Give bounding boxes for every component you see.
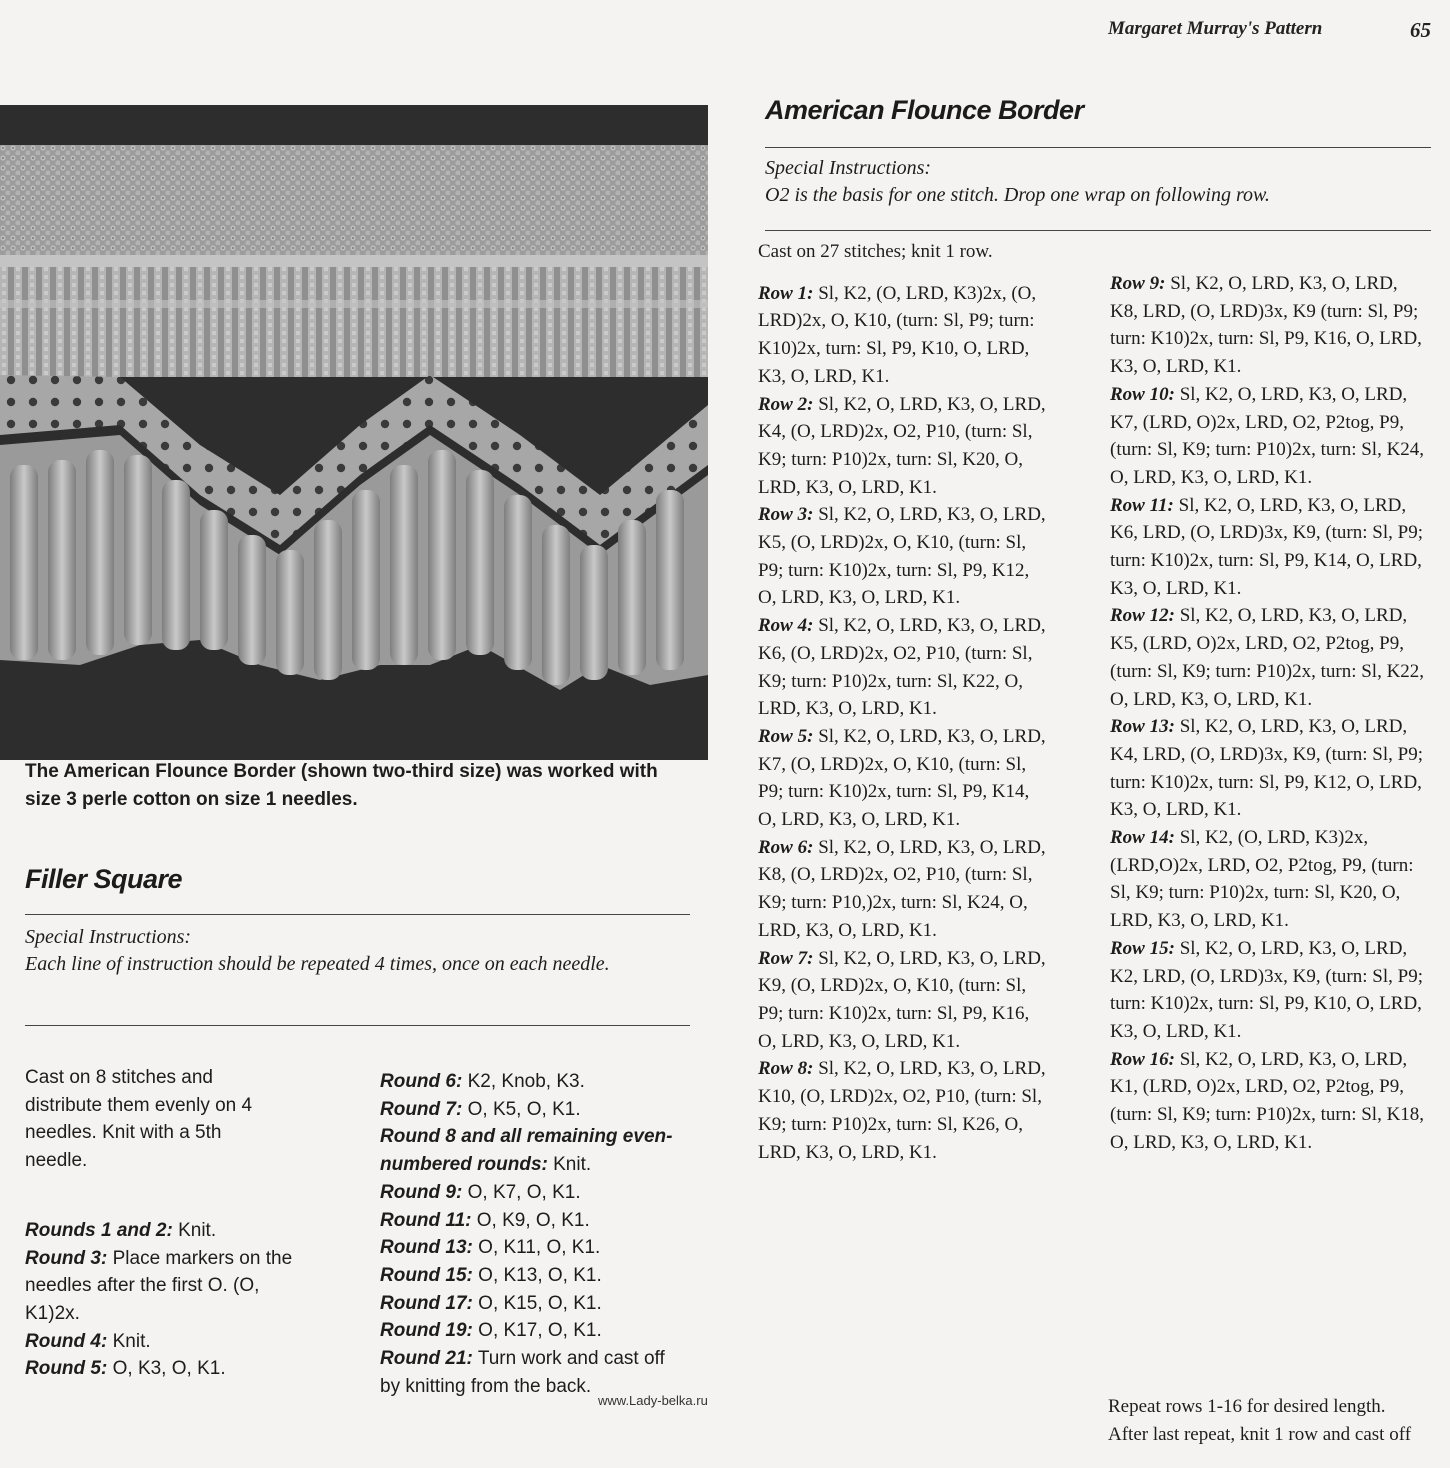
pattern-row <box>758 501 1048 612</box>
pattern-round-label: Round 6: <box>380 1071 463 1092</box>
flounce-intro: Cast on 27 stitches; knit 1 row. <box>758 241 993 262</box>
pattern-round-text: Knit. <box>547 1154 592 1176</box>
pattern-row-text: Sl, K2, O, LRD, K3, O, LRD, K4, LRD, (O, LRD)3x, K9, (turn: Sl, P9; turn: K10)2x, turn: Sl, P9, K12, O, LRD, K3, O, LRD, K1. <box>1110 716 1423 821</box>
pattern-row-label: Row 2: <box>758 393 814 415</box>
pattern-row <box>1110 713 1425 824</box>
special-instructions-text: Each line of instruction should be repeated 4 times, once on each needle. <box>25 953 610 975</box>
photo-caption: The American Flounce Border (shown two-third size) was worked with size 3 perle cotton on size 1 needles. <box>25 761 658 810</box>
pattern-row <box>1110 1046 1425 1157</box>
pattern-row <box>758 834 1048 945</box>
flounce-outro-text: Repeat rows 1-16 for desired length. After last repeat, knit 1 row and cast off <box>1108 1396 1412 1445</box>
pattern-row-label: Row 1: <box>758 282 814 304</box>
filler-rounds-column-2 <box>380 1068 690 1400</box>
pattern-round <box>380 1317 690 1345</box>
pattern-round-label: Round 4: <box>25 1330 108 1352</box>
american-flounce-title: American Flounce Border <box>765 95 1084 125</box>
pattern-round <box>25 1355 310 1383</box>
pattern-round <box>380 1207 690 1235</box>
pattern-round-text: Turn work and cast off by knitting from the back. <box>380 1348 665 1397</box>
knitted-border-photo <box>0 105 708 760</box>
pattern-round-label: Round 17: <box>380 1292 473 1314</box>
pattern-row-text: Sl, K2, (O, LRD, K3)2x, (LRD,O)2x, LRD, O2, P2tog, P9, (turn: Sl, K9; turn: P10)2x, turn: Sl, K20, O, LRD, K3, O, LRD, K1. <box>1110 827 1414 932</box>
pattern-round-label: Round 7: <box>380 1098 463 1120</box>
pattern-round-label: Round 5: <box>25 1358 108 1380</box>
divider <box>765 230 1431 231</box>
pattern-row-label: Row 15: <box>1110 937 1175 959</box>
flounce-rows-column-1 <box>758 238 1048 1166</box>
pattern-round-label: Round 11: <box>380 1209 472 1231</box>
pattern-row-text: Sl, K2, O, LRD, K3, O, LRD, K8, (O, LRD)2x, O2, P10, (turn: Sl, K9; turn: P10,)2x, turn: Sl, K24, O, LRD, K3, O, LRD, K1. <box>758 836 1046 941</box>
pattern-round <box>380 1068 690 1096</box>
pattern-row-text: Sl, K2, O, LRD, K3, O, LRD, K5, (LRD, O)2x, LRD, O2, P2tog, P9, (turn: Sl, K9; turn: P10)2x, turn: Sl, K22, O, LRD, K3, O, LRD, K1. <box>1110 605 1425 710</box>
special-instructions-label: Special Instructions: <box>765 157 932 179</box>
pattern-row-text: Sl, K2, O, LRD, K3, O, LRD, K1, (LRD, O)2x, LRD, O2, P2tog, P9, (turn: Sl, K9; turn: P10)2x, turn: Sl, K18, O, LRD, K3, O, LRD, K1. <box>1110 1048 1425 1153</box>
pattern-row-text: Sl, K2, (O, LRD, K3)2x, (O, LRD)2x, O, K10, (turn: Sl, P9; turn: K10)2x, turn: Sl, P9, K10, O, LRD, K3, O, LRD, K1. <box>758 282 1037 387</box>
pattern-row-label: Row 6: <box>758 836 814 858</box>
flounce-border-illustration <box>0 105 708 760</box>
pattern-round <box>380 1262 690 1290</box>
pattern-row-label: Row 5: <box>758 725 814 747</box>
pattern-row-text: Sl, K2, O, LRD, K3, O, LRD, K2, LRD, (O, LRD)3x, K9, (turn: Sl, P9; turn: K10)2x, turn: Sl, P9, K10, O, LRD, K3, O, LRD, K1. <box>1110 937 1423 1042</box>
divider <box>765 147 1431 148</box>
pattern-row-label: Row 13: <box>1110 716 1175 738</box>
pattern-row-text: Sl, K2, O, LRD, K3, O, LRD, K7, (LRD, O)2x, LRD, O2, P2tog, P9, (turn: Sl, K9; turn: P10)2x, turn: Sl, K24, O, LRD, K3, O, LRD, K1. <box>1110 383 1425 488</box>
pattern-row <box>1110 602 1425 713</box>
pattern-round-label: Round 21: <box>380 1348 473 1370</box>
filler-square-title: Filler Square <box>25 864 183 894</box>
pattern-round-label: Round 3: <box>25 1247 108 1269</box>
pattern-round-label: Rounds 1 and 2: <box>25 1219 173 1241</box>
pattern-row <box>1110 824 1425 935</box>
filler-rounds-column-1 <box>25 1064 310 1383</box>
pattern-round-text: O, K13, O, K1. <box>472 1264 602 1286</box>
pattern-row-text: Sl, K2, O, LRD, K3, O, LRD, K6, (O, LRD)2x, O2, P10, (turn: Sl, K9; turn: P10)2x, turn: Sl, K22, O, LRD, K3, O, LRD, K1. <box>758 615 1046 720</box>
pattern-row <box>1110 492 1425 603</box>
pattern-row-text: Sl, K2, O, LRD, K3, O, LRD, K4, (O, LRD)2x, O2, P10, (turn: Sl, K9; turn: P10)2x, turn: Sl, K20, O, LRD, K3, O, LRD, K1. <box>758 393 1046 498</box>
pattern-row <box>1110 381 1425 492</box>
filler-special-instructions <box>25 924 685 978</box>
pattern-row-text: Sl, K2, O, LRD, K3, O, LRD, K6, LRD, (O, LRD)3x, K9, (turn: Sl, P9; turn: K10)2x, turn: Sl, P9, K14, O, LRD, K3, O, LRD, K1. <box>1110 494 1423 599</box>
pattern-round-label: Round 19: <box>380 1320 473 1342</box>
pattern-row-label: Row 16: <box>1110 1048 1175 1070</box>
pattern-round <box>25 1245 310 1328</box>
pattern-row-label: Row 10: <box>1110 383 1175 405</box>
pattern-row <box>758 612 1048 723</box>
pattern-row-label: Row 8: <box>758 1058 814 1080</box>
pattern-row <box>758 280 1048 391</box>
pattern-round-text: O, K15, O, K1. <box>472 1292 602 1314</box>
filler-intro: Cast on 8 stitches and distribute them evenly on 4 needles. Knit with a 5th needle. <box>25 1067 253 1172</box>
pattern-round-label: Round 9: <box>380 1181 463 1203</box>
flounce-special-instructions <box>765 155 1431 209</box>
pattern-row <box>758 723 1048 834</box>
pattern-row <box>1110 935 1425 1046</box>
pattern-row-text: Sl, K2, O, LRD, K3, O, LRD, K7, (O, LRD)2x, O, K10, (turn: Sl, P9; turn: K10)2x, turn: Sl, P9, K14, O, LRD, K3, O, LRD, K1. <box>758 725 1046 831</box>
pattern-row-label: Row 3: <box>758 504 814 526</box>
pattern-row-label: Row 4: <box>758 615 814 637</box>
divider <box>25 914 690 915</box>
pattern-round-label: Round 8 and all remaining even-numbered rounds: <box>380 1126 673 1176</box>
pattern-round <box>380 1096 690 1124</box>
pattern-row-text: Sl, K2, O, LRD, K3, O, LRD, K5, (O, LRD)2x, O, K10, (turn: Sl, P9; turn: K10)2x, turn: Sl, P9, K12, O, LRD, K3, O, LRD, K1. <box>758 504 1046 609</box>
pattern-row-label: Row 7: <box>758 947 814 969</box>
running-title: Margaret Murray's Pattern <box>1108 18 1323 39</box>
pattern-row <box>758 1055 1048 1166</box>
pattern-round-label: Round 13: <box>380 1237 473 1259</box>
pattern-row-label: Row 12: <box>1110 605 1175 627</box>
divider <box>25 1025 690 1026</box>
pattern-round-text: Knit. <box>172 1219 217 1241</box>
pattern-round-text: O, K3, O, K1. <box>107 1358 226 1380</box>
pattern-row-text: Sl, K2, O, LRD, K3, O, LRD, K10, (O, LRD)2x, O2, P10, (turn: Sl, K9; turn: P10)2x, turn: Sl, K26, O, LRD, K3, O, LRD, K1. <box>758 1058 1046 1163</box>
pattern-round-text: O, K5, O, K1. <box>462 1098 581 1120</box>
pattern-row-text: Sl, K2, O, LRD, K3, O, LRD, K8, LRD, (O, LRD)3x, K9 (turn: Sl, P9; turn: K10)2x, turn: Sl, P9, K16, O, LRD, K3, O, LRD, K1. <box>1110 273 1422 378</box>
flounce-rows-column-2 <box>1110 270 1425 1157</box>
pattern-round-text: Knit. <box>107 1330 151 1352</box>
pattern-row <box>1110 270 1425 381</box>
pattern-round <box>25 1328 310 1356</box>
pattern-row-label: Row 11: <box>1110 494 1174 516</box>
special-instructions-text: O2 is the basis for one stitch. Drop one wrap on following row. <box>765 184 1270 206</box>
special-instructions-label: Special Instructions: <box>25 926 192 948</box>
pattern-round <box>380 1123 690 1178</box>
pattern-round-label: Round 15: <box>380 1264 473 1286</box>
pattern-round <box>380 1234 690 1262</box>
pattern-round <box>25 1217 310 1245</box>
flounce-outro <box>1108 1393 1428 1448</box>
pattern-row <box>758 391 1048 502</box>
page-number: 65 <box>1410 18 1431 42</box>
pattern-row <box>758 945 1048 1056</box>
pattern-round <box>380 1179 690 1207</box>
pattern-row-label: Row 14: <box>1110 827 1175 849</box>
pattern-round-text: Place markers on the needles after the first O. (O, K1)2x. <box>25 1247 293 1324</box>
pattern-row-text: Sl, K2, O, LRD, K3, O, LRD, K9, (O, LRD)2x, O, K10, (turn: Sl, P9; turn: K10)2x, turn: Sl, P9, K16, O, LRD, K3, O, LRD, K1. <box>758 947 1046 1052</box>
pattern-round <box>380 1290 690 1318</box>
watermark-url: www.Lady-belka.ru <box>598 1393 708 1408</box>
pattern-round-text: O, K9, O, K1. <box>471 1209 590 1231</box>
pattern-round-text: K2, Knob, K3. <box>462 1071 585 1092</box>
pattern-round-text: O, K11, O, K1. <box>472 1237 601 1259</box>
pattern-round-text: O, K17, O, K1. <box>472 1320 602 1342</box>
pattern-round-text: O, K7, O, K1. <box>462 1181 581 1203</box>
pattern-row-label: Row 9: <box>1110 273 1166 294</box>
